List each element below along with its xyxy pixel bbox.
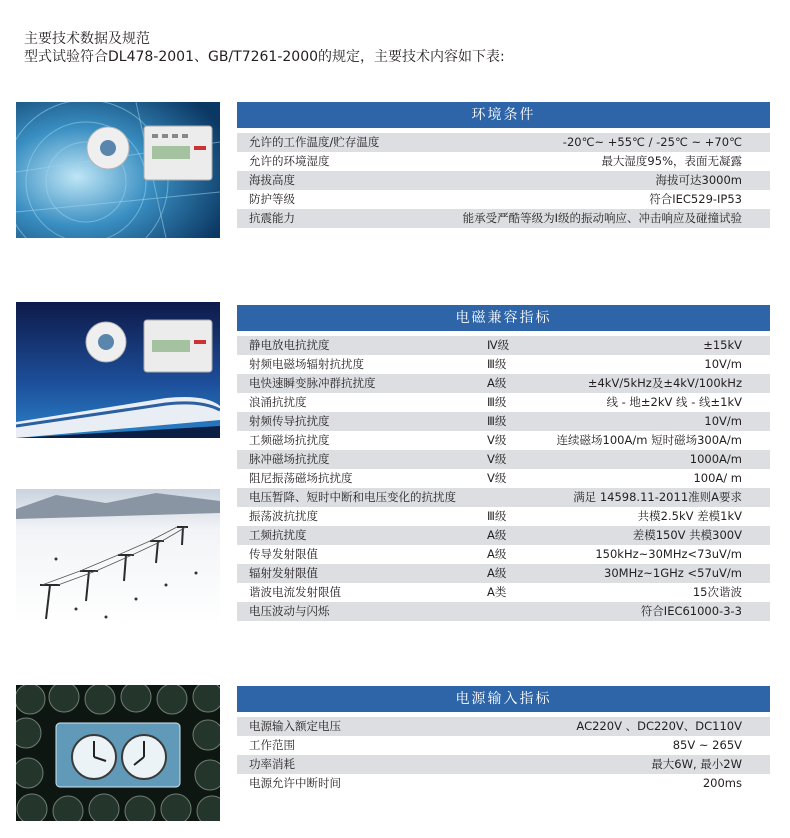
row-label: 传导发射限值 <box>249 547 318 561</box>
row-label: 辐射发射限值 <box>249 566 318 580</box>
row-value: -20℃~ +55℃ / -25℃ ~ +70℃ <box>562 135 742 149</box>
table-row <box>237 393 770 412</box>
image-devices-tech <box>16 102 220 238</box>
row-value: 连续磁场100A/m 短时磁场300A/m <box>556 433 742 447</box>
row-grade: Ⅴ级 <box>487 471 507 485</box>
table-row <box>237 431 770 450</box>
table-row <box>237 450 770 469</box>
intro-heading: 主要技术数据及规范 <box>24 31 150 47</box>
row-value: 15次谐波 <box>692 585 742 599</box>
table-row <box>237 374 770 393</box>
table-row <box>237 736 770 755</box>
table-row <box>237 564 770 583</box>
row-grade: Ⅴ级 <box>487 433 507 447</box>
row-label: 海拔高度 <box>249 173 295 187</box>
table-row <box>237 583 770 602</box>
table-row <box>237 336 770 355</box>
panel-environment-title: 环境条件 <box>237 102 770 128</box>
power-rows <box>237 717 770 793</box>
row-grade: A级 <box>487 528 507 542</box>
intro-description: 型式试验符合DL478-2001、GB/T7261-2000的规定，主要技术内容如下表: <box>24 49 505 65</box>
row-label: 射频传导抗扰度 <box>249 414 330 428</box>
row-grade: A级 <box>487 547 507 561</box>
row-value: 85V ~ 265V <box>672 738 742 752</box>
table-row <box>237 602 770 621</box>
row-grade: Ⅲ级 <box>487 395 507 409</box>
row-label: 电源输入额定电压 <box>249 719 341 733</box>
table-row <box>237 545 770 564</box>
row-label: 防护等级 <box>249 192 295 206</box>
panel-power-title: 电源输入指标 <box>237 686 770 712</box>
row-grade: Ⅲ级 <box>487 414 507 428</box>
row-value: 海拔可达3000m <box>655 173 742 187</box>
row-value: 符合IEC61000-3-3 <box>640 604 742 618</box>
row-value: 差模150V 共模300V <box>632 528 742 542</box>
table-row <box>237 774 770 793</box>
table-row <box>237 526 770 545</box>
row-value: 100A/ m <box>693 471 742 485</box>
image-ski-slope <box>16 489 220 626</box>
row-label: 阻尼振荡磁场抗扰度 <box>249 471 353 485</box>
row-grade: Ⅴ级 <box>487 452 507 466</box>
row-grade: Ⅲ级 <box>487 509 507 523</box>
row-label: 工作范围 <box>249 738 295 752</box>
row-value: 1000A/m <box>689 452 742 466</box>
row-value: 30MHz~1GHz <57uV/m <box>604 566 742 580</box>
table-row <box>237 755 770 774</box>
panel-emc-title: 电磁兼容指标 <box>237 305 770 331</box>
table-row <box>237 152 770 171</box>
row-value: 10V/m <box>704 414 742 428</box>
row-value: AC220V 、DC220V、DC110V <box>576 719 742 733</box>
table-row <box>237 717 770 736</box>
row-value: 最大湿度95%，表面无凝露 <box>601 154 742 168</box>
table-row <box>237 412 770 431</box>
panel-environment <box>237 102 770 228</box>
row-grade: A类 <box>487 585 507 599</box>
row-label: 功率消耗 <box>249 757 295 771</box>
row-label: 浪涌抗扰度 <box>249 395 307 409</box>
row-value: ±4kV/5kHz及±4kV/100kHz <box>587 376 742 390</box>
table-row <box>237 133 770 152</box>
row-label: 电快速瞬变脉冲群抗扰度 <box>249 376 376 390</box>
row-value: 满足 14598.11-2011准则A要求 <box>573 490 742 504</box>
table-row <box>237 355 770 374</box>
row-label: 允许的环境湿度 <box>249 154 330 168</box>
row-grade: Ⅳ级 <box>487 338 510 352</box>
row-value: 10V/m <box>704 357 742 371</box>
row-label: 振荡波抗扰度 <box>249 509 318 523</box>
row-label: 电压暂降、短时中断和电压变化的抗扰度 <box>249 490 456 504</box>
table-row <box>237 488 770 507</box>
emc-rows <box>237 336 770 621</box>
image-clock-meters <box>16 685 220 821</box>
table-row <box>237 209 770 228</box>
table-row <box>237 171 770 190</box>
row-value: 共模2.5kV 差模1kV <box>637 509 742 523</box>
row-grade: A级 <box>487 566 507 580</box>
row-value: 200ms <box>702 776 742 790</box>
row-value: 最大6W, 最小2W <box>651 757 742 771</box>
row-label: 抗震能力 <box>249 211 295 225</box>
row-grade: A级 <box>487 376 507 390</box>
row-label: 工频磁场抗扰度 <box>249 433 330 447</box>
row-value: 符合IEC529-IP53 <box>649 192 742 206</box>
table-row <box>237 190 770 209</box>
intro <box>24 30 505 66</box>
row-value: ±15kV <box>703 338 742 352</box>
table-row <box>237 469 770 488</box>
row-value: 150kHz~30MHz<73uV/m <box>595 547 742 561</box>
row-label: 脉冲磁场抗扰度 <box>249 452 330 466</box>
row-label: 电压波动与闪烁 <box>249 604 330 618</box>
row-value: 能承受严酷等级为Ⅰ级的振动响应、冲击响应及碰撞试验 <box>462 211 742 225</box>
panel-emc <box>237 305 770 621</box>
row-value: 线 - 地±2kV 线 - 线±1kV <box>606 395 742 409</box>
image-devices-train <box>16 302 220 438</box>
row-label: 允许的工作温度/贮存温度 <box>249 135 380 149</box>
row-label: 谐波电流发射限值 <box>249 585 341 599</box>
row-label: 射频电磁场辐射抗扰度 <box>249 357 364 371</box>
row-label: 工频抗扰度 <box>249 528 307 542</box>
row-label: 电源允许中断时间 <box>249 776 341 790</box>
panel-power <box>237 686 770 793</box>
row-grade: Ⅲ级 <box>487 357 507 371</box>
environment-rows <box>237 133 770 228</box>
row-label: 静电放电抗扰度 <box>249 338 330 352</box>
table-row <box>237 507 770 526</box>
